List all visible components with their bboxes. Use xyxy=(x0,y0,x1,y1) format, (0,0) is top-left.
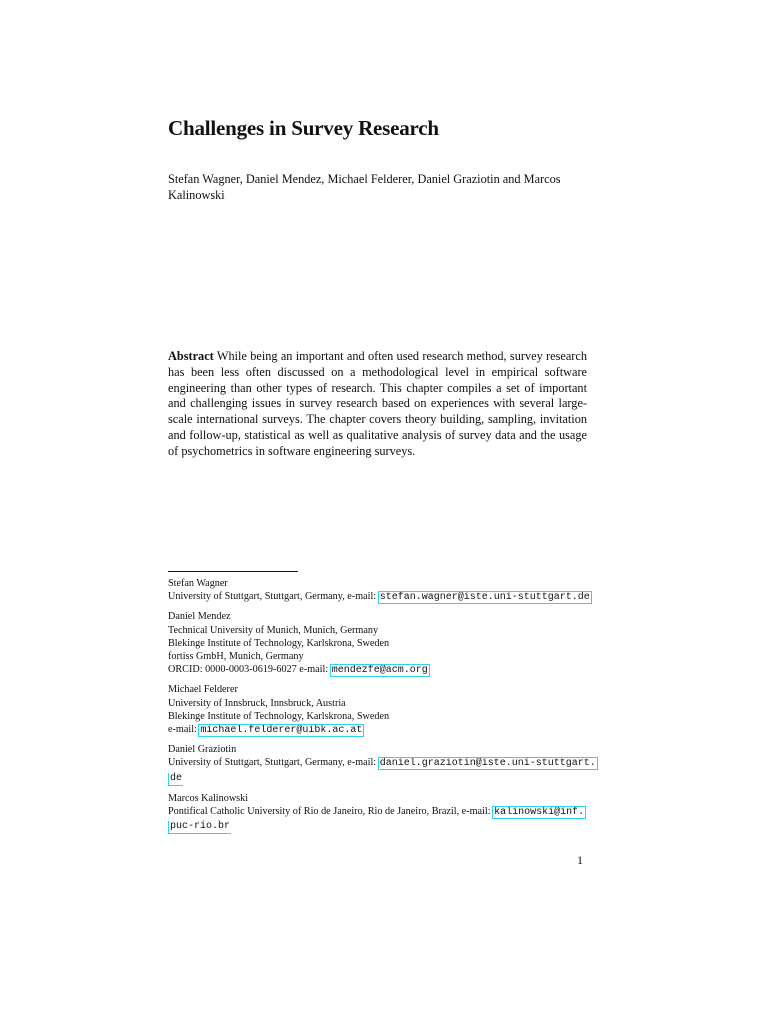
author-list xyxy=(168,171,588,203)
author-line-1: Stefan Wagner, Daniel Mendez, Michael Felderer, Daniel Graziotin and Marcos xyxy=(168,172,561,186)
affiliation-text: Blekinge Institute of Technology, Karlskrona, Sweden xyxy=(168,710,390,722)
abstract xyxy=(168,349,587,460)
email-link-wagner[interactable]: stefan.wagner@iste.uni-stuttgart.de xyxy=(379,592,590,604)
chapter-title: Challenges in Survey Research xyxy=(168,116,439,140)
affiliation-name: Marcos Kalinowski xyxy=(168,792,249,804)
affiliation-text: e-mail: xyxy=(168,724,200,736)
affiliations xyxy=(168,577,596,840)
orcid-text: ORCID: 0000-0003-0619-6027 e-mail: xyxy=(168,664,331,676)
email-link-felderer[interactable]: michael.felderer@uibk.ac.at xyxy=(200,725,363,737)
affiliation-text: University of Stuttgart, Stuttgart, Germany, e-mail: xyxy=(168,591,379,603)
email-link-kalinowski[interactable]: kalinowski@inf. xyxy=(494,806,585,818)
page-number: 1 xyxy=(577,853,583,867)
affiliation-graziotin xyxy=(168,743,596,785)
affiliation-text: University of Stuttgart, Stuttgart, Germany, e-mail: xyxy=(168,757,379,769)
email-link-kalinowski-continued[interactable]: puc-rio.br xyxy=(170,821,231,833)
affiliation-name: Stefan Wagner xyxy=(168,578,228,589)
abstract-label: Abstract xyxy=(168,349,214,363)
affiliation-text: fortiss GmbH, Munich, Germany xyxy=(168,651,304,663)
email-link-graziotin-continued[interactable]: de xyxy=(170,772,183,784)
affiliation-wagner xyxy=(168,577,592,604)
affiliation-name: Daniel Graziotin xyxy=(168,744,237,756)
affiliation-text: Pontifical Catholic University of Rio de Janeiro, Rio de Janeiro, Brazil, e-mail: xyxy=(168,805,494,817)
affiliation-kalinowski xyxy=(168,792,592,834)
affiliation-name: Michael Felderer xyxy=(168,684,238,696)
footnote-rule xyxy=(168,571,298,572)
affiliation-text: Blekinge Institute of Technology, Karlskrona, Sweden xyxy=(168,637,390,649)
affiliation-mendez xyxy=(168,610,592,677)
email-link-mendez[interactable]: mendezfe@acm.org xyxy=(331,665,428,677)
email-link-graziotin[interactable]: daniel.graziotin@iste.uni-stuttgart. xyxy=(379,758,596,770)
affiliation-text: Technical University of Munich, Munich, Germany xyxy=(168,624,379,636)
affiliation-text: University of Innsbruck, Innsbruck, Austria xyxy=(168,697,346,709)
author-line-2: Kalinowski xyxy=(168,188,225,202)
affiliation-felderer xyxy=(168,683,592,737)
affiliation-name: Daniel Mendez xyxy=(168,611,231,623)
abstract-text: While being an important and often used research method, survey research has been less often discussed on a methodological level in empirical software engineering than other types of research. This chapter compiles a set of important and challenging issues in survey research based on experiences with several large-scale international surveys. The chapter covers theory building, sampling, invitation and follow-up, statistical as well as qualitative analysis of survey data and the usage of psychometrics in software engineering surveys. xyxy=(168,349,587,458)
